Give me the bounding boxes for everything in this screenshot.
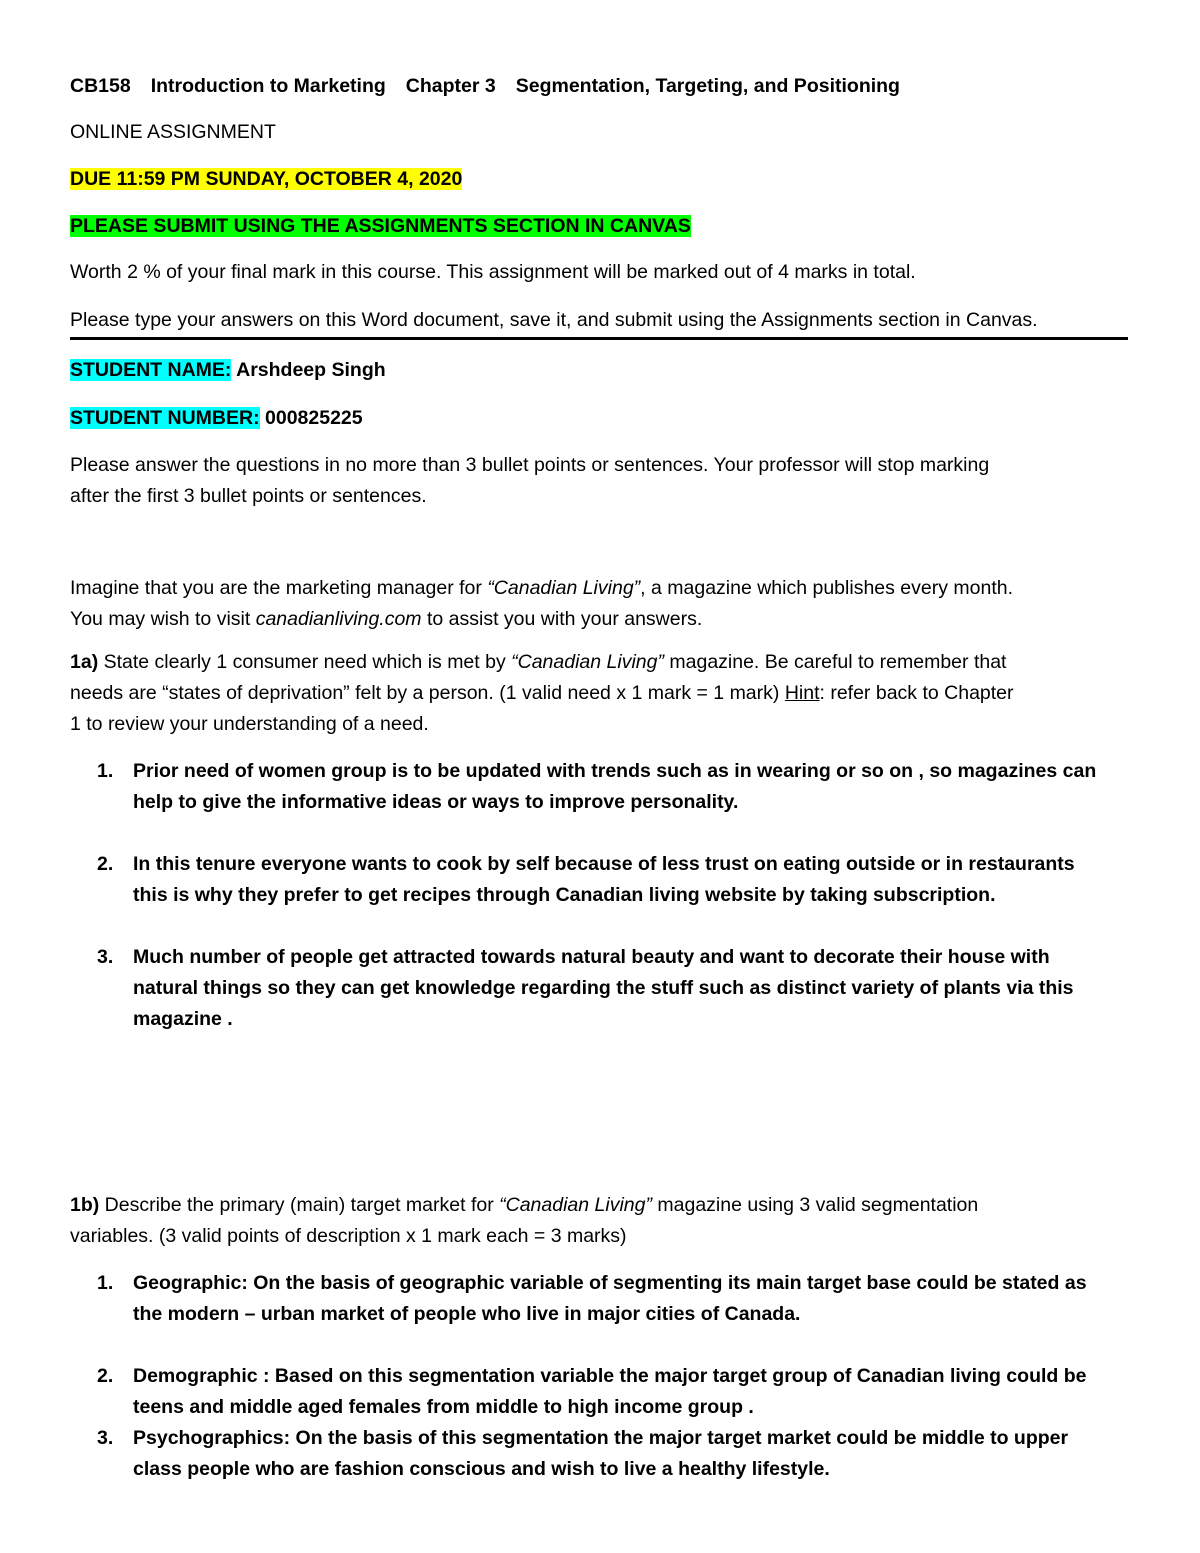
q1a-line1-pre: State clearly 1 consumer need which is met by [98, 651, 512, 673]
list-number: 1. [97, 1272, 114, 1294]
q1a-line1 [70, 647, 1130, 678]
intro-line1-post: , a magazine which publishes every month. [640, 577, 1014, 599]
q1b-line1-pre: Describe the primary (main) target market for [99, 1194, 500, 1216]
intro-line2-pre: You may wish to visit [70, 608, 256, 630]
list-number: 1. [97, 760, 114, 782]
answer-line: Demographic : Based on this segmentation variable the major target group of Canadian living could be [133, 1365, 1087, 1387]
intro-line2 [70, 604, 1130, 635]
student-name-label: STUDENT NAME: [70, 359, 232, 381]
due-date-line [70, 164, 462, 195]
list-gap [70, 818, 1130, 849]
answer-instruction-line1: Please answer the questions in no more than 3 bullet points or sentences. Your professor will stop marking [70, 454, 990, 476]
q1b-label: 1b) [70, 1194, 100, 1216]
q1a-line2-post: : refer back to Chapter [819, 682, 1014, 704]
submit-instruction: PLEASE SUBMIT USING THE ASSIGNMENTS SECTION IN CANVAS [70, 215, 691, 237]
list-item [70, 1268, 1130, 1330]
answer-instruction [70, 450, 1130, 512]
answer-line: class people who are fashion conscious and wish to live a healthy lifestyle. [133, 1458, 830, 1480]
website-name: canadianliving.com [255, 608, 422, 630]
hint-label: Hint [784, 682, 820, 704]
type-instruction: Please type your answers on this Word document, save it, and submit using the Assignments section in Canvas. [70, 309, 1038, 331]
list-number: 3. [97, 1427, 114, 1449]
answer-line: Geographic: On the basis of geographic variable of segmenting its main target base could be stated as [133, 1272, 1087, 1294]
answer-line: teens and middle aged females from middle to high income group . [133, 1396, 754, 1418]
due-date: DUE 11:59 PM SUNDAY, OCTOBER 4, 2020 [70, 168, 463, 190]
student-name-line [70, 355, 386, 386]
magazine-name: “Canadian Living” [487, 577, 641, 599]
q1b-line1-post: magazine using 3 valid segmentation [651, 1194, 979, 1216]
list-item [70, 756, 1130, 818]
chapter-title: Segmentation, Targeting, and Positioning [515, 75, 900, 97]
intro-line2-post: to assist you with your answers. [421, 608, 703, 630]
q1b-magazine: “Canadian Living” [499, 1194, 652, 1216]
intro-line1-pre: Imagine that you are the marketing manager for [70, 577, 488, 599]
answer-line: the modern – urban market of people who live in major cities of Canada. [133, 1303, 801, 1325]
answer-line: help to give the informative ideas or ways to improve personality. [133, 791, 739, 813]
student-number-line [70, 403, 363, 434]
answer-line: this is why they prefer to get recipes through Canadian living website by taking subscription. [133, 884, 996, 906]
q1a-line3: 1 to review your understanding of a need. [70, 713, 429, 735]
intro-line1 [70, 573, 1130, 604]
answer-line: In this tenure everyone wants to cook by self because of less trust on eating outside or in restaurants [133, 853, 1075, 875]
answer-line: Prior need of women group is to be updated with trends such as in wearing or so on , so magazines can [133, 760, 1097, 782]
q1a-line1-post: magazine. Be careful to remember that [663, 651, 1007, 673]
question-1a [70, 647, 1130, 740]
answer-line: natural things so they can get knowledge regarding the stuff such as distinct variety of plants via this [133, 977, 1074, 999]
answer-line: magazine . [133, 1008, 233, 1030]
q1b-line1 [70, 1190, 1130, 1221]
worth-text: Worth 2 % of your final mark in this course. This assignment will be marked out of 4 marks in total. [70, 261, 916, 283]
answer-line: Much number of people get attracted towards natural beauty and want to decorate their house with [133, 946, 1050, 968]
submit-instruction-line [70, 211, 691, 242]
assignment-type: ONLINE ASSIGNMENT [70, 121, 276, 143]
q1b-answers [70, 1268, 1130, 1485]
course-name: Introduction to Marketing [150, 75, 386, 97]
q1a-line2 [70, 678, 1130, 709]
list-number: 2. [97, 853, 114, 875]
course-code: CB158 [70, 75, 131, 97]
q1a-label: 1a) [70, 651, 99, 673]
q1a-magazine: “Canadian Living” [511, 651, 664, 673]
answer-instruction-line2: after the first 3 bullet points or sentences. [70, 485, 427, 507]
document-title [70, 71, 900, 102]
student-number-value: 000825225 [265, 407, 363, 429]
student-number-label: STUDENT NUMBER: [70, 407, 260, 429]
list-item [70, 1361, 1130, 1423]
list-item [70, 1423, 1130, 1485]
q1a-answers [70, 756, 1130, 1035]
list-item [70, 942, 1130, 1035]
intro-paragraph [70, 573, 1130, 635]
list-item [70, 849, 1130, 911]
answer-line: Psychographics: On the basis of this segmentation the major target market could be middle to upper [133, 1427, 1069, 1449]
list-gap [70, 911, 1130, 942]
chapter-number: Chapter 3 [405, 75, 496, 97]
list-number: 3. [97, 946, 114, 968]
list-gap [70, 1330, 1130, 1361]
q1b-line2: variables. (3 valid points of description x 1 mark each = 3 marks) [70, 1225, 627, 1247]
horizontal-rule [70, 337, 1128, 340]
list-number: 2. [97, 1365, 114, 1387]
student-name-value: Arshdeep Singh [236, 359, 386, 381]
question-1b [70, 1190, 1130, 1252]
q1a-line2-pre: needs are “states of deprivation” felt by a person. (1 valid need x 1 mark = 1 mark) [70, 682, 785, 704]
